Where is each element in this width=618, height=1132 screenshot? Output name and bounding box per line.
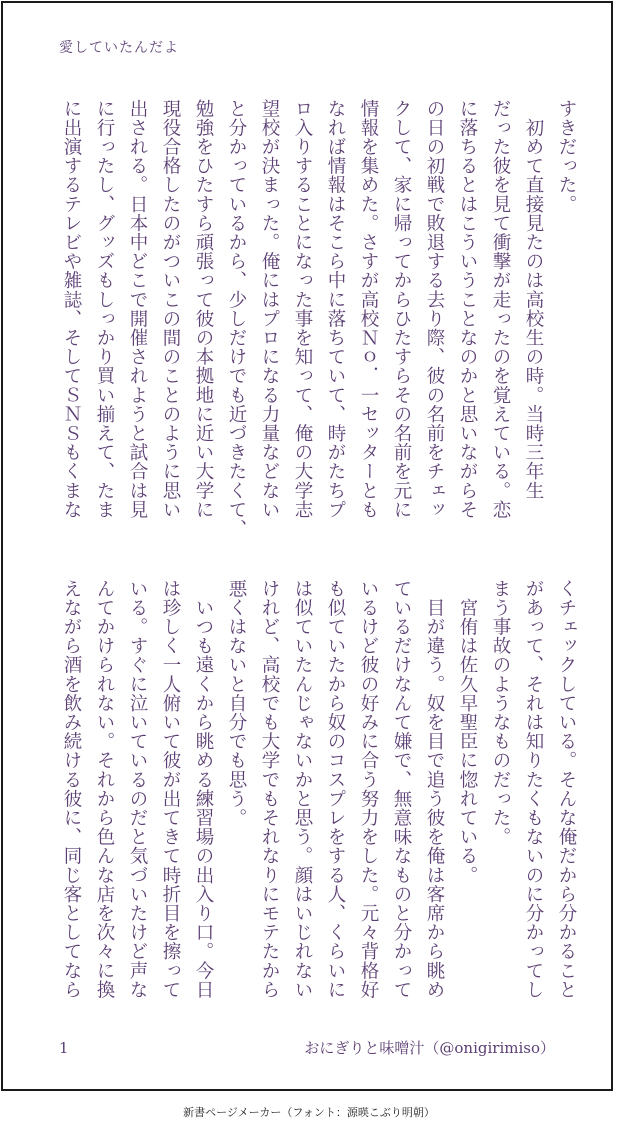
text-line: 目が違う。奴を目で追う彼を俺は客席から眺め — [424, 579, 445, 1000]
text-line: だった彼を見て衝撃が走ったのを覚えている。恋 — [490, 99, 511, 520]
text-line: は珍しく一人俯いて彼が出てきて時折目を擦って — [160, 579, 181, 1000]
text-line: いつも遠くから眺める練習場の出入り口。今日 — [193, 579, 214, 1000]
text-line: んてかけられない。それから色んな店を次々に換 — [94, 579, 115, 1000]
text-line: ているだけなんて嫌で、無意味なものと分かって — [391, 579, 412, 1000]
text-line: クして、家に帰ってからひたすらその名前を元に — [391, 99, 412, 520]
text-line: 宮侑は佐久早聖臣に惚れている。 — [457, 579, 478, 885]
text-line: くチェックしている。そんな俺だから分かること — [556, 579, 577, 1000]
text-line: なれば情報はそこら中に落ちていて、時がたちプ — [325, 99, 346, 520]
text-line: があって、それは知りたくもないのに分かってし — [523, 579, 544, 1000]
text-line: すきだった。 — [556, 99, 577, 214]
text-line: 出される。日本中どこで開催されようと試合は見 — [127, 99, 148, 520]
text-line: いる。すぐに泣いているのだと気づいたけど声な — [127, 579, 148, 1000]
text-line: に落ちるとはこういうことなのかと思いながらそ — [457, 99, 478, 520]
text-line: 情報を集めた。さすが高校Ｎｏ．一セッターとも — [358, 99, 379, 520]
text-line: けれど、高校でも大学でもそれなりにモテたから — [259, 579, 280, 1000]
text-block-bottom — [49, 579, 583, 1019]
book-page — [1, 1, 613, 1091]
text-line: 悪くはないと自分でも思う。 — [226, 579, 247, 828]
text-line: ロ入りすることになった事を知って、俺の大学志 — [292, 99, 313, 520]
text-line: に出演するテレビや雑誌、そしてＳＮＳもくまな — [61, 99, 82, 520]
generator-caption: 新書ページメーカー（フォント：源暎こぶり明朝） — [183, 1106, 435, 1119]
text-line: 現役合格したのがついこの間のことのように思い — [160, 99, 181, 520]
running-title: 愛していたんだよ — [59, 40, 179, 56]
text-line: いるけど彼の好みに合う努力をした。元々背格好 — [358, 579, 379, 1000]
text-line: も似ていたから奴のコスプレをする人、くらいに — [325, 579, 346, 1000]
text-block-top — [49, 99, 583, 539]
text-line: 望校が決まった。俺にはプロになる力量などない — [259, 99, 280, 520]
author-credit: おにぎりと味噌汁（@onigirimiso） — [304, 1039, 555, 1057]
text-line: まう事故のようなものだった。 — [490, 579, 511, 847]
page-number: 1 — [59, 1039, 69, 1057]
text-line: 勉強をひたすら頑張って彼の本拠地に近い大学に — [193, 99, 214, 520]
text-line: と分かっているから、少しだけでも近づきたくて、 — [226, 99, 247, 539]
text-line: えながら酒を飲み続ける彼に、同じ客としてなら — [61, 579, 82, 1000]
text-line: 初めて直接見たのは高校生の時。当時三年生 — [523, 99, 544, 501]
text-line: の日の初戦で敗退する去り際、彼の名前をチェッ — [424, 99, 445, 520]
text-line: に行ったし、グッズもしっかり買い揃えて、たま — [94, 99, 115, 520]
text-line: は似ていたんじゃないかと思う。顔はいじれない — [292, 579, 313, 1000]
